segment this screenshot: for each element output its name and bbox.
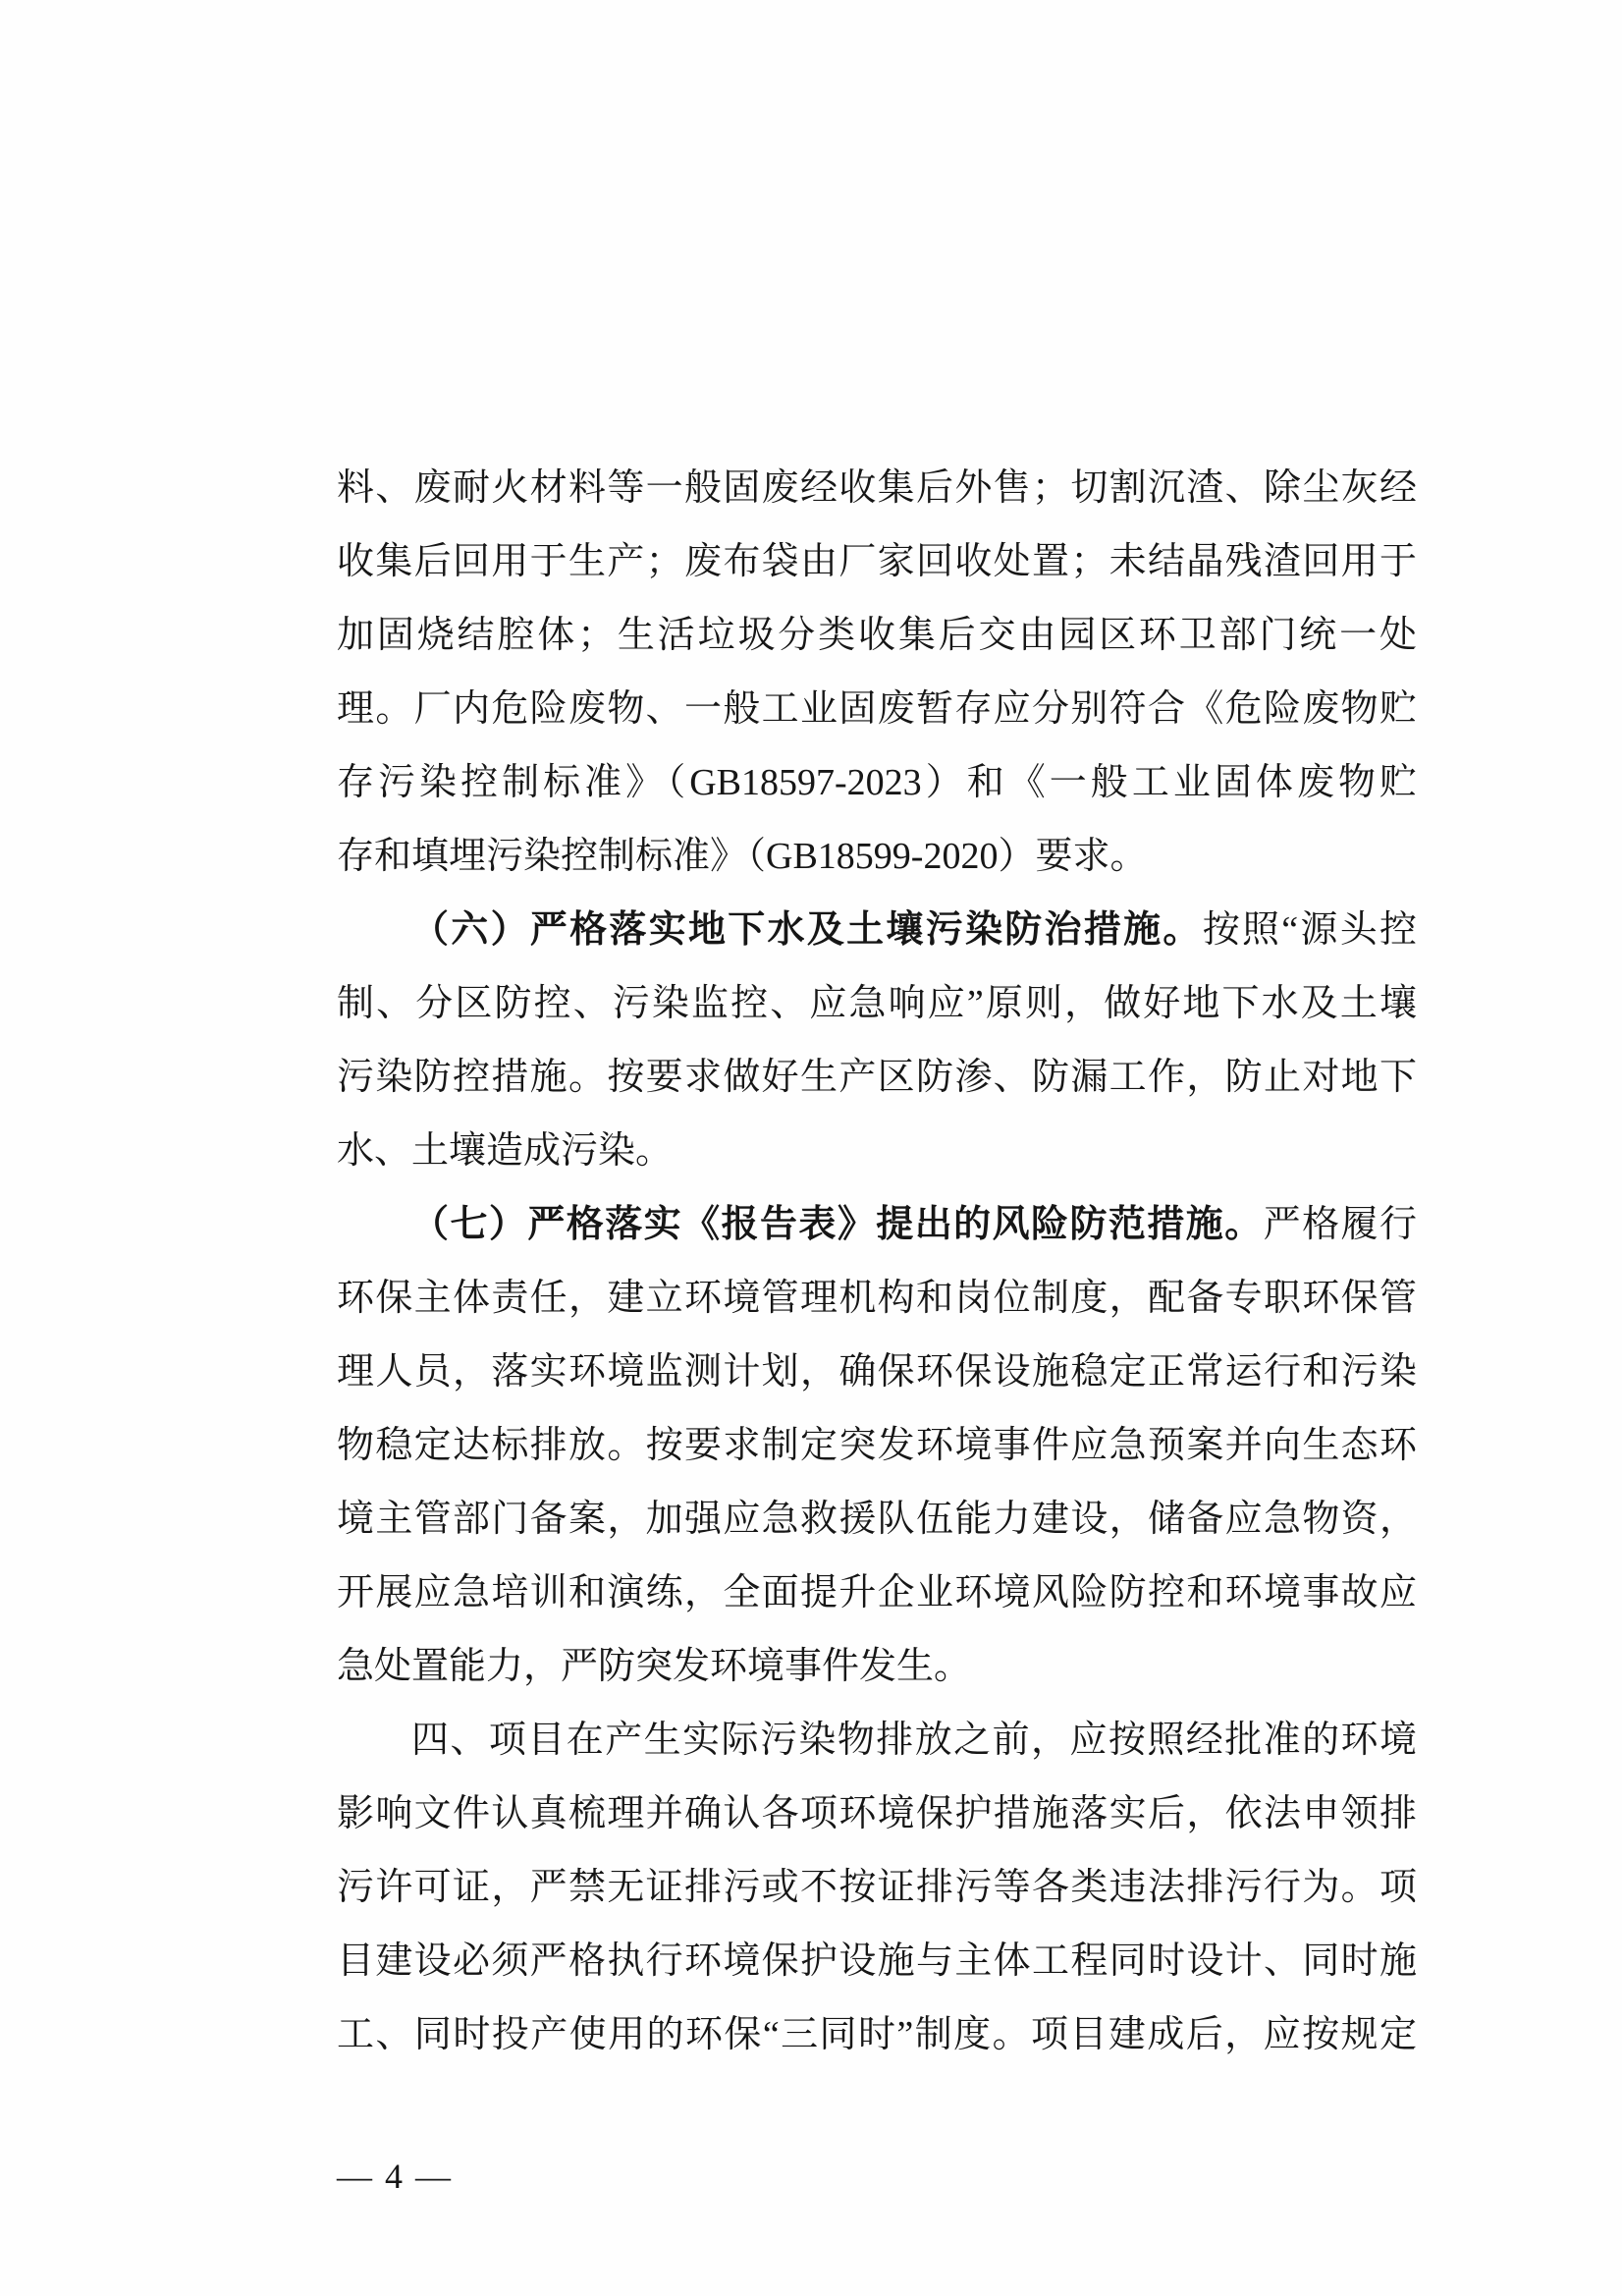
text-line — [337, 967, 1417, 1041]
line-text: 收集后回用于生产；废布袋由厂家回收处置；未结晶残渣回用于 — [337, 541, 1417, 582]
line-text: 水、土壤造成污染。 — [337, 1130, 674, 1172]
line-text: 急处置能力，严防突发环境事件发生。 — [337, 1646, 972, 1687]
text-line — [337, 452, 1417, 525]
text-line — [337, 1925, 1417, 1998]
line-text: 存和填埋污染控制标准》（GB18599-2020）要求。 — [337, 836, 1148, 877]
text-line — [337, 894, 1417, 967]
text-line — [337, 1557, 1417, 1630]
text-line — [337, 820, 1417, 894]
line-text: 严格履行 — [1263, 1204, 1417, 1245]
text-line — [337, 1409, 1417, 1483]
text-line — [337, 1188, 1417, 1262]
text-block — [337, 452, 1417, 2072]
line-text: 环保主体责任，建立环境管理机构和岗位制度，配备专职环保管 — [337, 1278, 1417, 1319]
text-line — [337, 1704, 1417, 1777]
text-line — [337, 1041, 1417, 1115]
line-text: 工、同时投产使用的环保“三同时”制度。项目建成后，应按规定 — [337, 2014, 1417, 2055]
line-text: 境主管部门备案，加强应急救援队伍能力建设，储备应急物资， — [337, 1499, 1417, 1540]
text-line — [337, 746, 1417, 820]
text-line — [337, 673, 1417, 746]
line-text: 料、废耐火材料等一般固废经收集后外售；切割沉渣、除尘灰经 — [337, 467, 1417, 509]
text-line — [337, 525, 1417, 599]
line-text: 理。厂内危险废物、一般工业固废暂存应分别符合《危险废物贮 — [337, 688, 1417, 730]
line-text: 按照“源头控 — [1202, 909, 1417, 951]
line-text: 影响文件认真梳理并确认各项环境保护措施落实后，依法申领排 — [337, 1793, 1417, 1834]
line-text: 污许可证，严禁无证排污或不按证排污等各类违法排污行为。项 — [337, 1867, 1417, 1908]
text-line — [337, 1777, 1417, 1851]
line-text: 污染防控措施。按要求做好生产区防渗、防漏工作，防止对地下 — [337, 1057, 1417, 1098]
text-line — [337, 1851, 1417, 1925]
line-text: 开展应急培训和演练，全面提升企业环境风险防控和环境事故应 — [337, 1572, 1417, 1613]
line-text: 物稳定达标排放。按要求制定突发环境事件应急预案并向生态环 — [337, 1425, 1417, 1466]
text-line — [337, 1262, 1417, 1336]
line-text: 加固烧结腔体；生活垃圾分类收集后交由园区环卫部门统一处 — [337, 615, 1417, 656]
section-heading: （七）严格落实《报告表》提出的风险防范措施。 — [411, 1204, 1264, 1245]
line-text: 存污染控制标准》（GB18597-2023）和《一般工业固体废物贮 — [337, 762, 1417, 803]
text-line — [337, 1115, 1417, 1188]
line-text: 制、分区防控、污染监控、应急响应”原则，做好地下水及土壤 — [337, 983, 1417, 1024]
line-text: 四、项目在产生实际污染物排放之前，应按照经批准的环境 — [411, 1720, 1417, 1761]
line-text: 目建设必须严格执行环境保护设施与主体工程同时设计、同时施 — [337, 1941, 1417, 1982]
page-number: — 4 — — [337, 2157, 453, 2196]
section-heading: （六）严格落实地下水及土壤污染防治措施。 — [411, 909, 1203, 951]
text-line — [337, 599, 1417, 673]
line-text: 理人员，落实环境监测计划，确保环保设施稳定正常运行和污染 — [337, 1351, 1417, 1393]
text-line — [337, 1336, 1417, 1409]
text-line — [337, 1483, 1417, 1557]
text-line — [337, 1630, 1417, 1704]
text-line — [337, 1998, 1417, 2072]
